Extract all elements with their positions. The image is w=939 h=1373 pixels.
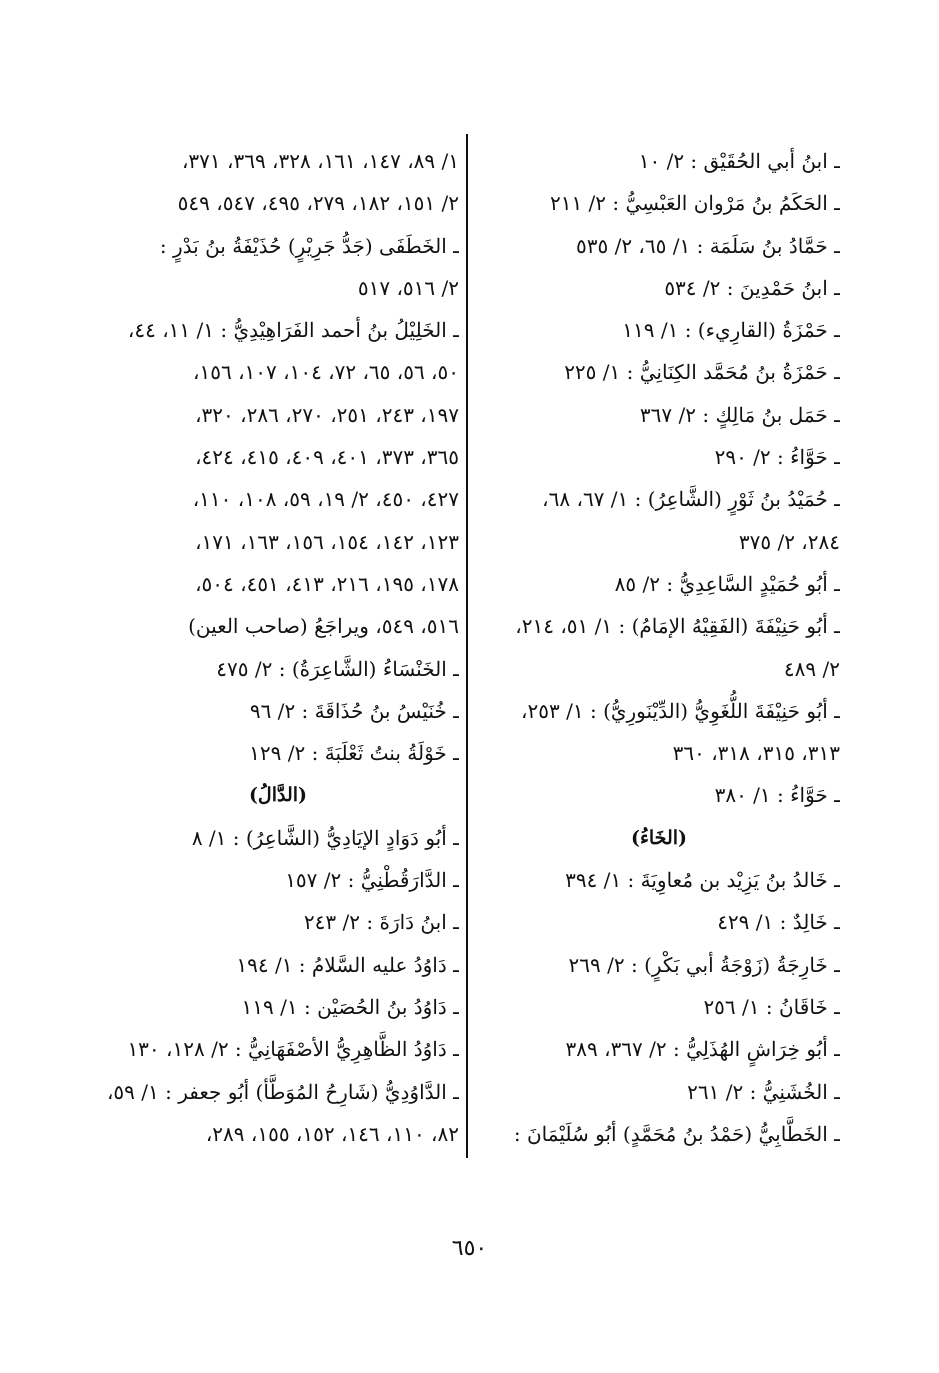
index-entry-line: ـ حَمَّادُ بنُ سَلَمَة : ١/ ٦٥، ٢/ ٥٣٥ [575,233,840,258]
index-entry-line: ١٩٧، ٢٤٣، ٢٥١، ٢٧٠، ٢٨٦، ٣٢٠، [195,402,459,427]
index-entry-line: ١/ ٨٩، ١٤٧، ١٦١، ٣٢٨، ٣٦٩، ٣٧١، [181,149,459,173]
index-entry-line: ٨٢، ١١٠، ١٤٦، ١٥٢، ١٥٥، ٢٨٩، [205,1121,459,1146]
index-entry-line: ـ أبُو حُمَيْدٍ السَّاعِدِيُّ : ٢/ ٨٥ [614,571,840,596]
index-column-right [478,140,840,1155]
index-entry-line: ـ أبُو دَوَادٍ الإيَادِيُّ (الشَّاعِرُ) : ١/ ٨ [191,825,459,850]
index-entry-line: ٢/ ٤٨٩ [783,656,840,681]
index-entry-line: ـ الخَنْسَاءُ (الشَّاعِرَةُ) : ٢/ ٤٧٥ [216,656,459,681]
section-heading: (الدَّالُ) [248,784,308,807]
index-entry-line: ٣٦٥، ٣٧٣، ٤٠١، ٤٠٩، ٤١٥، ٤٢٤، [195,445,459,470]
page-number: ٦٥٠ [451,1236,488,1261]
index-entry-line: ـ ابنُ حَمْدِينَ : ٢/ ٥٣٤ [664,275,840,300]
index-entry-line: ـ خَارِجَةُ (زَوْجَةُ أبي بَكْرٍ) : ٢/ ٢٦٩ [568,952,840,977]
index-entry-line: ١٧٨، ١٩٥، ٢١٦، ٤١٣، ٤٥١، ٥٠٤، [195,571,459,596]
index-entry-line: ٢٨٤، ٢/ ٣٧٥ [738,529,840,554]
index-entry-line: ٣١٣، ٣١٥، ٣١٨، ٣٦٠ [672,741,840,766]
index-entry-line: ـ دَاوُدُ الظَّاهِرِيُّ الأصْفَهَانِيُّ : ٢/ ١٢٨، ١٣٠ [127,1037,459,1062]
index-entry-line: ـ خَالِدٌ : ١/ ٤٢٩ [717,910,840,935]
index-entry-line: ـ الخَطَّابِيُّ (حَمْدُ بنُ مُحَمَّدٍ) أبُو سُلَيْمَانَ : [513,1121,840,1146]
index-entry-line: ـ دَاوُدُ عليه السَّلامُ : ١/ ١٩٤ [236,952,459,977]
index-entry-line: ٥١٦، ٥٤٩، ويراجَعُ (صاحب العين) [188,614,459,639]
index-entry-line: ٥٠، ٥٦، ٦٥، ٧٢، ١٠٤، ١٠٧، ١٥٦، [193,360,459,385]
index-entry-line: ـ أبُو حَنِيْفَةَ (الفَقِيْهُ الإمَامُ) : ١/ ٥١، ٢١٤، [515,614,840,639]
index-entry-line: ٢/ ١٥١، ١٨٢، ٢٧٩، ٤٩٥، ٥٤٧، ٥٤٩ [177,191,459,216]
index-entry-line: ـ الدَّاوُدِيُّ (شَارِحُ المُوَطَّأ) أبُو جعفر : ١/ ٥٩، [106,1079,459,1104]
index-entry-line: ـ ابنُ دَارَةَ : ٢/ ٢٤٣ [303,910,459,935]
index-entry-line: ـ حَوَّاءُ : ١/ ٣٨٠ [714,783,840,808]
column-divider [466,134,468,1158]
index-entry-line: ـ حُمَيْدُ بنُ ثَوْرٍ (الشَّاعِرُ) : ١/ ٦٧، ٦٨، [542,487,840,512]
index-entry-line: ـ خَاقَانُ : ١/ ٢٥٦ [703,994,840,1019]
index-entry-line: ـ خُنَيْسُ بنُ حُذَاقَةَ : ٢/ ٩٦ [249,698,459,723]
index-entry-line: ـ الخَطَفَى (جَدُّ جَرِيْرٍ) حُذَيْفَةُ بنُ بَدْرٍ : [159,233,459,258]
index-entry-line: ـ أبُو حَنِيْفَةَ اللُّغَوِيُّ (الدِّيْنَورِيُّ) : ١/ ٢٥٣، [521,698,840,723]
index-entry-line: ١٢٣، ١٤٢، ١٥٤، ١٥٦، ١٦٣، ١٧١، [195,529,459,554]
section-heading: (الخَاءُ) [630,826,688,849]
index-entry-line: ـ حَمْزَةُ (القارِيء) : ١/ ١١٩ [622,318,840,343]
index-entry-line: ـ الحَكَمُ بنُ مَرْوان العَبْسِيُّ : ٢/ ٢١١ [549,191,840,216]
index-entry-line: ٢/ ٥١٦، ٥١٧ [357,275,459,300]
index-entry-line: ـ أبُو خِرَاشٍ الهُذَلِيُّ : ٢/ ٣٦٧، ٣٨٩ [565,1037,840,1062]
index-entry-line: ـ خَوْلَةُ بنتُ ثَعْلَبَةَ : ٢/ ١٢٩ [249,741,459,766]
index-entry-line: ـ الدَّارَقُطْنِيُّ : ٢/ ١٥٧ [285,868,459,893]
index-entry-line: ـ الخُشَنِيُّ : ٢/ ٢٦١ [687,1079,840,1104]
index-entry-line: ـ حَمْزَةُ بنُ مُحَمَّد الكِنَانِيُّ : ١/ ٢٢٥ [564,360,840,385]
index-entry-line: ـ خَالدُ بنُ يَزِيْد بن مُعاوِيَةَ : ١/ ٣٩٤ [565,868,840,893]
index-entry-line: ـ حَمَل بنُ مَالِكٍ : ٢/ ٣٦٧ [639,402,840,427]
index-column-left [97,140,459,1155]
index-entry-line: ـ ابنُ أبي الحُقَيْق : ٢/ ١٠ [638,149,840,173]
index-entry-line: ـ دَاوُدُ بنُ الحُصَيْن : ١/ ١١٩ [241,994,459,1019]
index-entry-line: ٤٢٧، ٤٥٠، ٢/ ١٩، ٥٩، ١٠٨، ١١٠، [192,487,459,512]
index-entry-line: ـ الخَلِيْلُ بنُ أحمد الفَرَاهِيْدِيُّ : ١/ ١١، ٤٤، [127,318,459,343]
index-entry-line: ـ حَوَّاءُ : ٢/ ٢٩٠ [714,445,840,470]
